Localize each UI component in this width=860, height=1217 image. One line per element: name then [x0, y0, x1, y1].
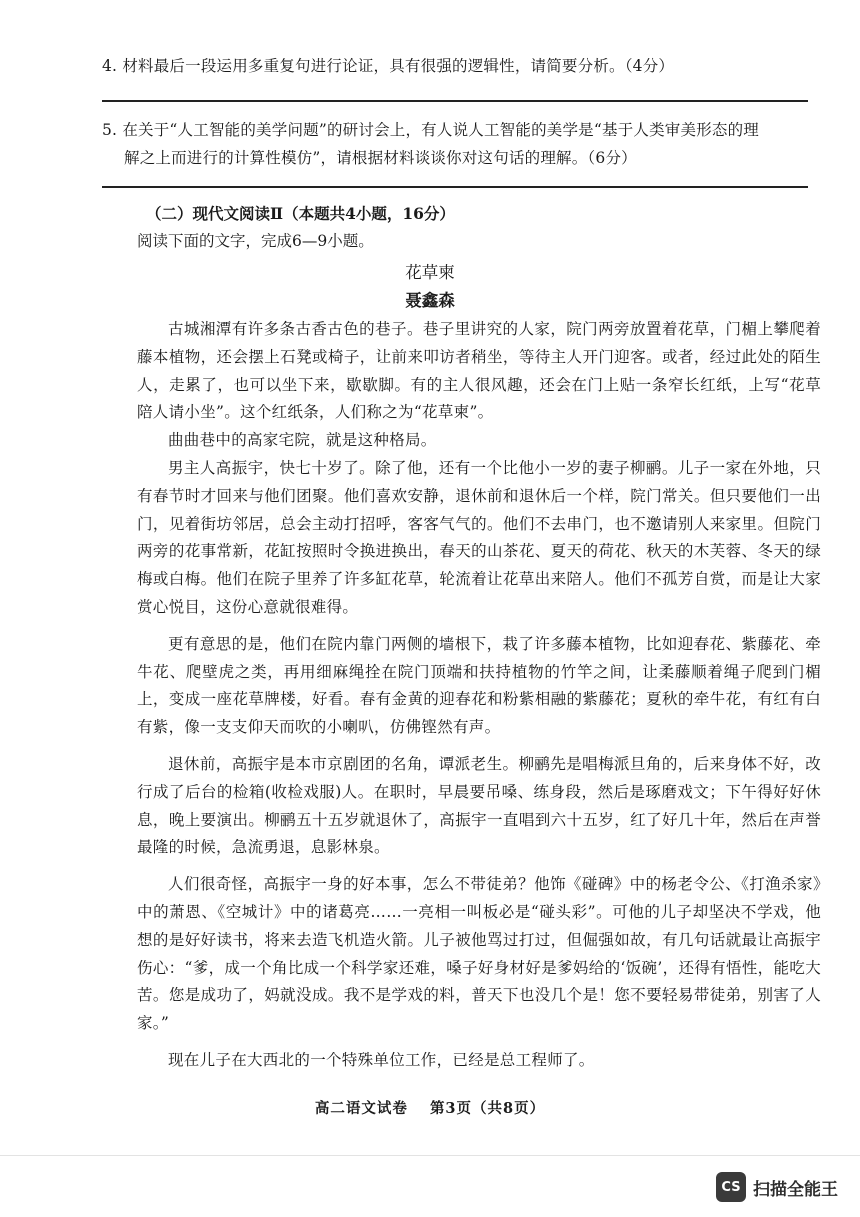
question-4-text: 4. 材料最后一段运用多重复句进行论证，具有很强的逻辑性，请简要分析。（4分） — [102, 57, 675, 75]
watermark-label: 扫描全能王 — [753, 1179, 838, 1200]
section-instruction: 阅读下面的文字，完成6—9小题。 — [137, 232, 374, 250]
footer-page-number: 第3页（共8页） — [429, 1100, 546, 1117]
paragraph: 更有意思的是，他们在院内靠门两侧的墙根下，栽了许多藤本植物，比如迎春花、紫藤花、牵牛花、爬壁虎之类，再用细麻绳拴在院门顶端和扶持植物的竹竿之间，让柔藤顺着绳子爬到门楣上，变成一座花草牌楼，好看。春有金黄的迎春花和粉紫相融的紫藤花；夏秋的牵牛花，有红有白有紫，像一支支仰天而吹的小喇叭，仿佛铿然有声。 — [137, 634, 821, 737]
section-heading: （二）现代文阅读Ⅱ（本题共4小题，16分） — [146, 204, 455, 223]
question-4 — [102, 52, 782, 80]
question-5-line-2: 解之上而进行的计算性模仿”，请根据材料谈谈你对这句话的理解。（6分） — [124, 149, 637, 167]
answer-line-5 — [102, 186, 808, 188]
article-title: 花草柬 — [405, 263, 455, 282]
answer-line-4 — [102, 100, 808, 102]
page-footer — [0, 1097, 860, 1118]
paragraph: 古城湘潭有许多条古香古色的巷子。巷子里讲究的人家，院门两旁放置着花草，门楣上攀爬着藤本植物，还会摆上石凳或椅子，让前来叩访者稍坐，等待主人开门迎客。或者，经过此处的陌生人，走累了，也可以坐下来，歇歇脚。有的主人很风趣，还会在门上贴一条窄长红纸，上写“花草陪人请小坐”。这个红纸条，人们称之为“花草柬”。 — [137, 320, 821, 422]
camscanner-watermark — [716, 1172, 838, 1202]
paragraph: 男主人高振宇，快七十岁了。除了他，还有一个比他小一岁的妻子柳鹂。儿子一家在外地，只有春节时才回来与他们团聚。他们喜欢安静，退休前和退休后一个样，院门常关。但只要他们一出门，见着街坊邻居，总会主动打招呼，客客气气的。他们不去串门，也不邀请别人来家里。但院门两旁的花事常新，花缸按照时令换进换出，春天的山茶花、夏天的荷花、秋天的木芙蓉、冬天的绿梅或白梅。他们在院子里养了许多缸花草，轮流着让花草出来陪人。他们不孤芳自赏，而是让大家赏心悦目，这份心意就很难得。 — [137, 458, 821, 616]
paragraph: 曲曲巷中的高家宅院，就是这种格局。 — [168, 431, 437, 450]
paragraph: 退休前，高振宇是本市京剧团的名角，谭派老生。柳鹂先是唱梅派旦角的，后来身体不好，改行成了后台的检箱(收检戏服)人。在职时，早晨要吊嗓、练身段，然后是琢磨戏文；下午得好好休息，晚上要演出。柳鹂五十五岁就退休了，高振宇一直唱到六十五岁，红了好几十年，然后在声誉最隆的时候，急流勇退，息影林泉。 — [137, 754, 821, 857]
article-author: 聂鑫森 — [405, 291, 455, 310]
paragraph: 现在儿子在大西北的一个特殊单位工作，已经是总工程师了。 — [168, 1050, 595, 1069]
article-body — [137, 316, 821, 1075]
question-5-line-1: 5. 在关于“人工智能的美学问题”的研讨会上，有人说人工智能的美学是“基于人类审美形态的理 — [102, 121, 759, 139]
footer-exam-name: 高二语文试卷 — [314, 1100, 408, 1117]
paragraph: 人们很奇怪，高振宇一身的好本事，怎么不带徒弟？他饰《碰碑》中的杨老令公、《打渔杀家》中的萧恩、《空城计》中的诸葛亮……一亮相一叫板必是“碰头彩”。可他的儿子却坚决不学戏，他想的是好好读书，将来去造飞机造火箭。儿子被他骂过打过，但倔强如故，有几句话就最让高振宇伤心：“爹，成一个角比成一个科学家还难，嗓子好身材好是爹妈给的‘饭碗’，还得有悟性，能吃大苦。您是成功了，妈就没成。我不是学戏的料，普天下也没几个是！您不要轻易带徒弟，别害了人家。” — [137, 875, 821, 1033]
camscanner-logo-icon: CS — [716, 1172, 746, 1202]
divider — [0, 1155, 860, 1156]
question-5 — [102, 116, 782, 172]
